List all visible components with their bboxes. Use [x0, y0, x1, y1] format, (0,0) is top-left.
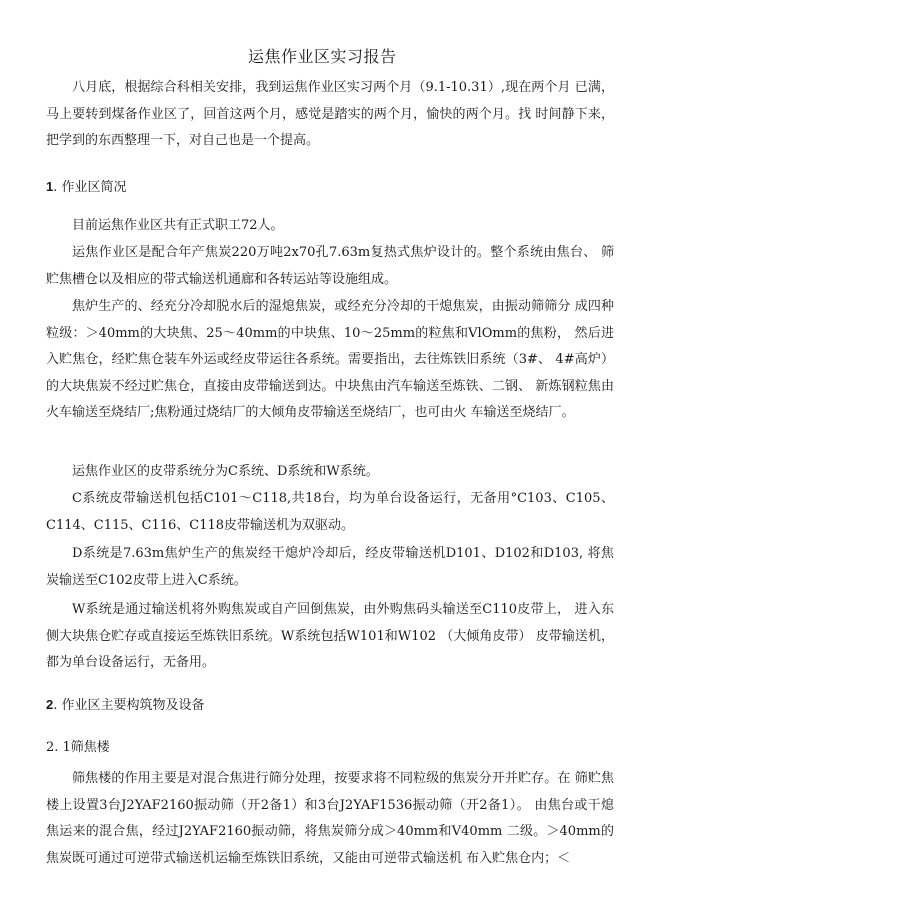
section-2-heading: [46, 694, 205, 713]
section-1-paragraph-coke-grades: 焦炉生产的、经充分冷却脱水后的湿熄焦炭，或经充分冷却的干熄焦炭，由振动筛筛分 成四种粒级：＞40mm的大块焦、25～40mm的中块焦、10～25mm的粒焦和VlOmm的焦粉， 然后进入贮焦仓，经贮焦仓装车外运或经皮带运往各系统。需要指出，去往炼铁旧系统（3#、 4#高炉）的大块焦炭不经过贮焦仓，直接由皮带输送到达。中块焦由汽车输送至炼铁、二钢、 新炼钢粒焦由火车输送至烧结厂;焦粉通过烧结厂的大倾角皮带输送至烧结厂，也可由火 车输送至烧结厂。: [46, 299, 614, 420]
section-1-paragraph-staff: 目前运焦作业区共有正式职工72人。: [72, 218, 284, 233]
section-2-paragraph-screening-building: 筛焦楼的作用主要是对混合焦进行筛分处理，按要求将不同粒级的焦炭分开并贮存。在 筛贮焦楼上设置3台J2YAF2160振动筛（开2备1）和3台J2YAF1536振动筛（开2备1）。 由焦台或干熄焦运来的混合焦，经过J2YAF2160振动筛，将焦炭筛分成＞40mm和V40mm 二级。＞40mm的焦炭既可通过可逆带式输送机运输至炼铁旧系统，又能由可逆带式输送机 布入贮焦仓内；＜: [46, 771, 614, 866]
section-1-paragraph-c-system: C系统皮带输送机包括C101～C118,共18台，均为单台设备运行，无备用°C103、C105、 C114、C115、C116、C118皮带输送机为双驱动。: [46, 491, 614, 533]
section-2-title: . 作业区主要构筑物及设备: [53, 698, 205, 713]
section-1-paragraph-d-system: D系统是7.63m焦炉生产的焦炭经干熄炉冷却后，经皮带输送机D101、D102和D103, 将焦炭输送至C102皮带上进入C系统。: [46, 546, 614, 588]
section-1-paragraph-belt-systems: 运焦作业区的皮带系统分为C系统、D系统和W系统。: [72, 464, 379, 479]
document-page: [46, 0, 614, 920]
section-1-paragraph-overview: 运焦作业区是配合年产焦炭220万吨2x70孔7.63m复热式焦炉设计的。整个系统由焦台、 筛贮焦槽仓以及相应的带式输送机通廊和各转运站等设施组成。: [46, 245, 614, 287]
section-1-title: . 作业区简况: [53, 180, 127, 195]
subsection-2-1-heading: 2. 1筛焦楼: [46, 740, 110, 755]
intro-paragraph: 八月底，根据综合科相关安排，我到运焦作业区实习两个月（9.1-10.31）,现在两个月 已满，马上要转到煤备作业区了，回首这两个月，感觉是踏实的两个月，愉快的两个月。找 时间静下来，把学到的东西整理一下，对自己也是一个提高。: [46, 80, 614, 148]
section-1-heading: [46, 176, 127, 195]
document-title: 运焦作业区实习报告: [248, 47, 397, 66]
section-1-paragraph-w-system: W系统是通过输送机将外购焦炭或自产回倒焦炭，由外购焦码头输送至C110皮带上， 进入东侧大块焦仓贮存或直接运至炼铁旧系统。W系统包括W101和W102 （大倾角皮带） 皮带输送机，都为单台设备运行，无备用。: [46, 602, 614, 670]
section-1-number: 1: [46, 179, 54, 194]
section-2-number: 2: [46, 697, 54, 712]
